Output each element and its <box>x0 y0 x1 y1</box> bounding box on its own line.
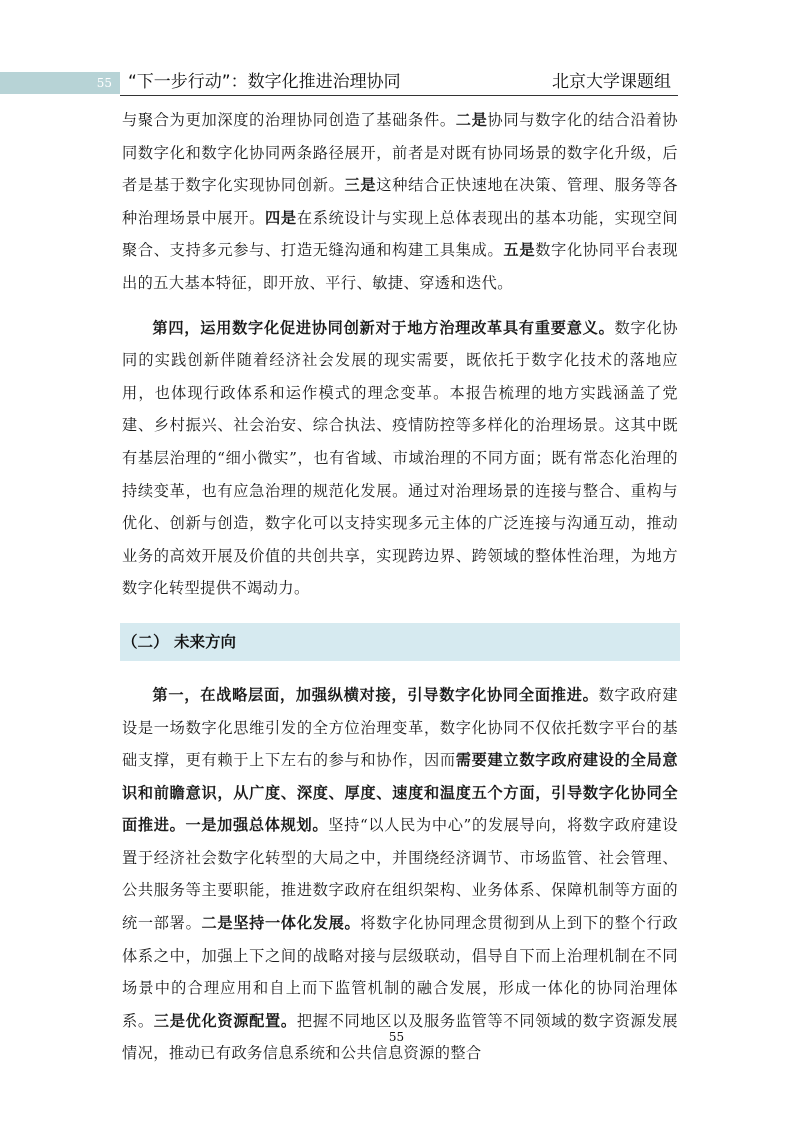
text-span: 这种结合正快速地在决策、管理、服务等各种治理场景中展开。 <box>122 176 678 227</box>
footer-page-number: 55 <box>388 1030 405 1044</box>
running-header-title: “下一步行动”：数字化推进治理协同 <box>128 72 401 92</box>
text-span: 数字化协同平台表现出的五大基本特征，即开放、平行、敏捷、穿透和迭代。 <box>122 241 678 292</box>
bold-span: 二是 <box>455 111 488 129</box>
section-heading <box>120 623 680 661</box>
text-span: 协同与数字化的结合沿着协同数字化和数字化协同两条路径展开，前者是对既有协同场景的数字化升级，后者是基于数字化实现协同创新。 <box>122 111 679 195</box>
text-span: 坚持“以人民为中心”的发展导向，将数字政府建设置于经济社会数字化转型的大局之中，并围绕经济调节、市场监管、社会管理、公共服务等主要职能，推进数字政府在组织架构、业务体系、保障机制等方面的统一部署。 <box>122 816 678 933</box>
section-title: 未来方向 <box>174 632 237 651</box>
bold-span: 二是坚持一体化发展。 <box>201 914 361 933</box>
page-body <box>122 104 678 1070</box>
paragraph-continuation <box>122 104 678 300</box>
header-page-number: 55 <box>96 76 112 90</box>
bold-span: 三是 <box>344 176 377 195</box>
text-span: 数字化协同的实践创新伴随着经济社会发展的现实需要，既依托于数字化技术的落地应用，也体现行政体系和运作模式的理念变革。本报告梳理的地方实践涵盖了党建、乡村振兴、社会治安、综合执法、疫情防控等多样化的治理场景。这其中既有基层治理的“细小微实”，也有省域、市域治理的不同方面；既有常态化治理的持续变革，也有应急治理的规范化发展。通过对治理场景的连接与整合、重构与优化、创新与创造，数字化可以支持实现多元主体的广泛连接与沟通互动，推动业务的高效开展及价值的共创共享，实现跨边界、跨领域的整体性治理，为地方数字化转型提供不竭动力。 <box>122 318 678 598</box>
paragraph-fourth-point <box>122 312 678 605</box>
text-span: 数字政府建设是一场数字化思维引发的全方位治理变革，数字化协同不仅依托数字平台的基础支撑，更有赖于上下左右的参与和协作，因而 <box>122 685 678 770</box>
text-span: 与聚合为更加深度的治理协同创造了基础条件。 <box>122 111 456 129</box>
text-span: 将数字化协同理念贯彻到从上到下的整个行政体系之中，加强上下之间的战略对接与层级联动，倡导自下而上治理机制在不同场景中的合理应用和自上而下监管机制的融合发展，形成一体化的协同治理体系。 <box>122 914 679 1030</box>
text-span: 在系统设计与实现上总体表现出的基本功能，实现空间聚合、支持多元参与、打造无缝沟通和构建工具集成。 <box>122 208 678 260</box>
header-divider <box>120 95 678 96</box>
paragraph-first-point <box>122 679 678 1070</box>
bold-span: 第一，在战略层面，加强纵横对接，引导数字化协同全面推进。 <box>152 685 599 704</box>
bold-span: 五是 <box>503 241 536 260</box>
text-span: 把握不同地区以及服务监管等不同领域的数字资源发展情况，推动已有政务信息系统和公共信息资源的整合 <box>122 1011 678 1063</box>
bold-span: 需要建立数字政府建设的全局意识和前瞻意识，从广度、深度、厚度、速度和温度五个方面，引导数字化协同全面推进。一是加强总体规划。 <box>122 751 678 835</box>
bold-span: 四是 <box>265 208 297 227</box>
bold-span: 三是优化资源配置。 <box>153 1011 297 1030</box>
running-header-org: 北京大学课题组 <box>552 72 671 92</box>
bold-span: 第四，运用数字化促进协同创新对于地方治理改革具有重要意义。 <box>152 318 615 337</box>
section-number: （二） <box>122 632 169 651</box>
